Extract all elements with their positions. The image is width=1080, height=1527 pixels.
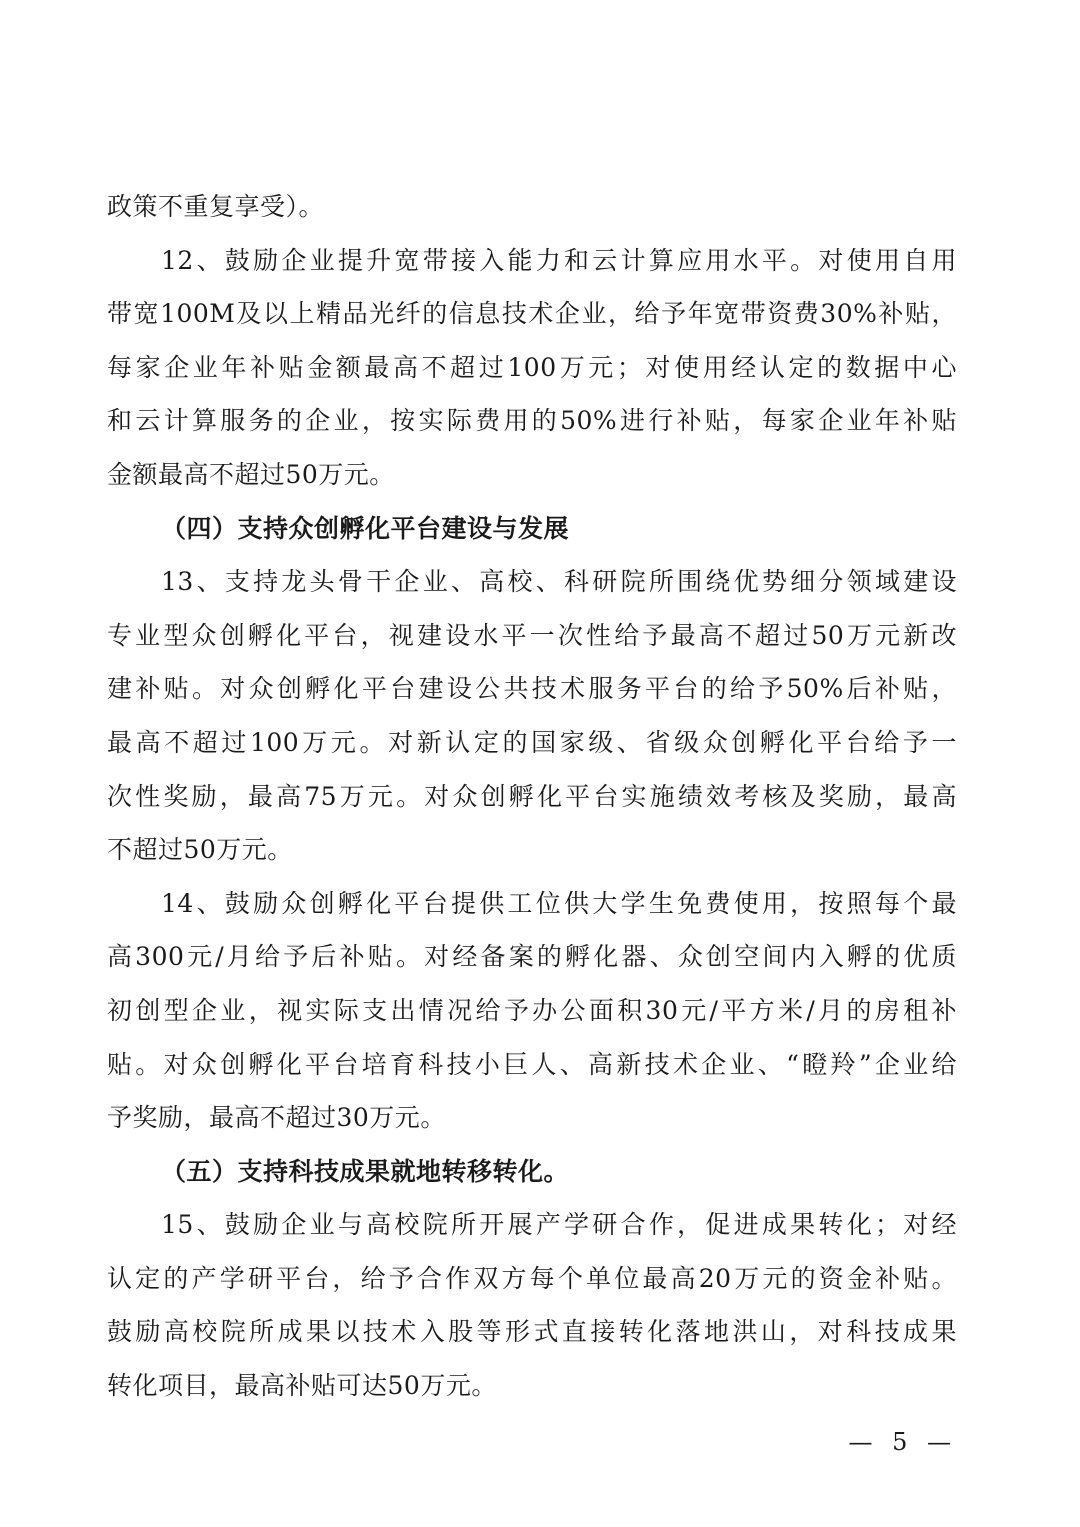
paragraph-12-start: 12、鼓励企业提升宽带接入能力和云计算应用水平。对使用自用 <box>161 245 957 275</box>
text-line: 每家企业年补贴金额最高不超过100万元；对使用经认定的数据中心 <box>107 352 957 382</box>
text-line: 认定的产学研平台，给予合作双方每个单位最高20万元的资金补贴。 <box>107 1263 957 1293</box>
text-line: 金额最高不超过50万元。 <box>107 459 395 489</box>
page-number: — 5 — <box>848 1428 957 1456</box>
text-line: 高300元/月给予后补贴。对经备案的孵化器、众创空间内入孵的优质 <box>107 942 957 972</box>
paragraph-13-start: 13、支持龙头骨干企业、高校、科研院所围绕优势细分领域建设 <box>161 567 957 597</box>
section-heading-5: （五）支持科技成果就地转移转化。 <box>161 1156 570 1186</box>
text-line: 贴。对众创孵化平台培育科技小巨人、高新技术企业、“瞪羚”企业给 <box>107 1049 957 1079</box>
text-line: 次性奖励，最高75万元。对众创孵化平台实施绩效考核及奖励，最高 <box>107 781 957 811</box>
text-line: 不超过50万元。 <box>107 835 293 865</box>
document-body <box>107 180 957 1413</box>
text-line: 最高不超过100万元。对新认定的国家级、省级众创孵化平台给予一 <box>107 727 957 757</box>
text-line: 政策不重复享受）。 <box>107 192 325 221</box>
text-line: 带宽100M及以上精品光纤的信息技术企业，给予年宽带资费30%补贴， <box>107 299 957 329</box>
section-heading-4: （四）支持众创孵化平台建设与发展 <box>161 513 570 543</box>
text-line: 鼓励高校院所成果以技术入股等形式直接转化落地洪山，对科技成果 <box>107 1317 957 1347</box>
paragraph-14-start: 14、鼓励众创孵化平台提供工位供大学生免费使用，按照每个最 <box>161 888 957 918</box>
paragraph-15-start: 15、鼓励企业与高校院所开展产学研合作，促进成果转化；对经 <box>161 1210 957 1240</box>
text-line: 转化项目，最高补贴可达50万元。 <box>107 1371 497 1401</box>
text-line: 初创型企业，视实际支出情况给予办公面积30元/平方米/月的房租补 <box>107 995 957 1025</box>
text-line: 予奖励，最高不超过30万元。 <box>107 1103 446 1133</box>
text-line: 和云计算服务的企业，按实际费用的50%进行补贴，每家企业年补贴 <box>107 406 957 436</box>
text-line: 专业型众创孵化平台，视建设水平一次性给予最高不超过50万元新改 <box>107 620 957 650</box>
text-line: 建补贴。对众创孵化平台建设公共技术服务平台的给予50%后补贴， <box>107 674 957 704</box>
